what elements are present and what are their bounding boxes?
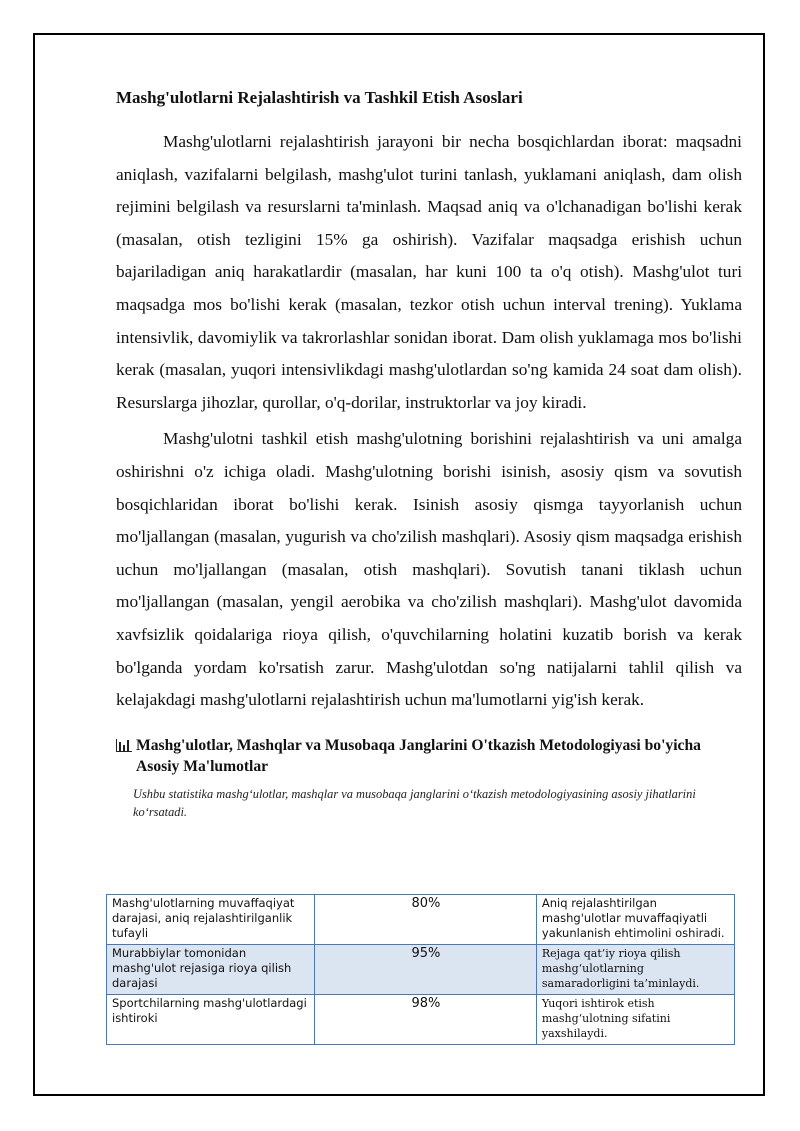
row-label: Mashg'ulotlarning muvaffaqiyat darajasi, aniq rejalashtirilganlik tufayli xyxy=(107,895,315,945)
stats-table xyxy=(106,894,735,1045)
row-value: 80% xyxy=(314,895,536,945)
row-note: Yuqori ishtirok etish mashg‘ulotning sifatini yaxshilaydi. xyxy=(536,995,734,1045)
row-label: Sportchilarning mashg'ulotlardagi ishtiroki xyxy=(107,995,315,1045)
bar-chart-icon xyxy=(116,739,132,752)
paragraph-planning: Mashg'ulotlarni rejalashtirish jarayoni bir necha bosqichlardan iborat: maqsadni aniqlash, vazifalarni belgilash, mashg'ulot turini tanlash, yuklamani aniqlash, dam olish rejimini belgilash va resurslarni ta'minlash. Maqsad aniq va o'lchanadigan bo'lishi kerak (masalan, otish tezligini 15% ga oshirish). Vazifalar maqsadga erishish uchun bajariladigan aniq harakatlardir (masalan, har kuni 100 ta o'q otish). Mashg'ulot turi maqsadga mos bo'lishi kerak (masalan, tezkor otish uchun interval trening). Yuklama intensivlik, davomiylik va takrorlashlar sonidan iborat. Dam olish yuklamaga mos bo'lishi kerak (masalan, yuqori intensivlikdagi mashg'ulotlardan so'ng kamida 24 soat dam olish). Resurslarga jihozlar, qurollar, o'q-dorilar, instruktorlar va joy kiradi. xyxy=(116,132,742,412)
stats-heading-text: Mashg'ulotlar, Mashqlar va Musobaqa Janglarini O'tkazish Metodologiyasi bo'yicha Asosiy Ma'lumotlar xyxy=(136,736,701,775)
row-note: Aniq rejalashtirilgan mashg'ulotlar muvaffaqiyatli yakunlanish ehtimolini oshiradi. xyxy=(536,895,734,945)
paragraph-organization: Mashg'ulotni tashkil etish mashg'ulotning borishini rejalashtirish va uni amalga oshirishni o'z ichiga oladi. Mashg'ulotning borishi isinish, asosiy qism va sovutish bosqichlaridan iborat bo'lishi kerak. Isinish asosiy qismga tayyorlanish uchun mo'ljallangan (masalan, yugurish va cho'zilish mashqlari). Asosiy qism maqsadga erishish uchun mo'ljallangan (masalan, otish mashqlari). Sovutish tanani tiklash uchun mo'ljallangan (masalan, yengil aerobika va cho'zilish mashqlari). Mashg'ulot davomida xavfsizlik qoidalariga rioya qilish, o'quvchilarning holatini kuzatib borish va kerak bo'lganda yordam ko'rsatish zarur. Mashg'ulotdan so'ng natijalarni tahlil qilish va kelajakdagi mashg'ulotlarni rejalashtirish uchun ma'lumotlarni yig'ish kerak. xyxy=(116,429,742,710)
row-note: Rejaga qat’iy rioya qilish mashg‘ulotlarning samaradorligini ta’minlaydi. xyxy=(536,945,734,995)
document-title: Mashg'ulotlarni Rejalashtirish va Tashkil Etish Asoslari xyxy=(116,88,523,107)
stats-subtitle: Ushbu statistika mashg‘ulotlar, mashqlar va musobaqa janglarini o‘tkazish metodologiyasining asosiy jihatlarini ko‘rsatadi. xyxy=(133,786,696,819)
table-row xyxy=(107,945,735,995)
table-row xyxy=(107,995,735,1045)
document-body xyxy=(116,86,742,821)
row-value: 95% xyxy=(314,945,536,995)
table-row xyxy=(107,895,735,945)
stats-heading xyxy=(116,735,742,777)
row-value: 98% xyxy=(314,995,536,1045)
row-label: Murabbiylar tomonidan mashg'ulot rejasiga rioya qilish darajasi xyxy=(107,945,315,995)
